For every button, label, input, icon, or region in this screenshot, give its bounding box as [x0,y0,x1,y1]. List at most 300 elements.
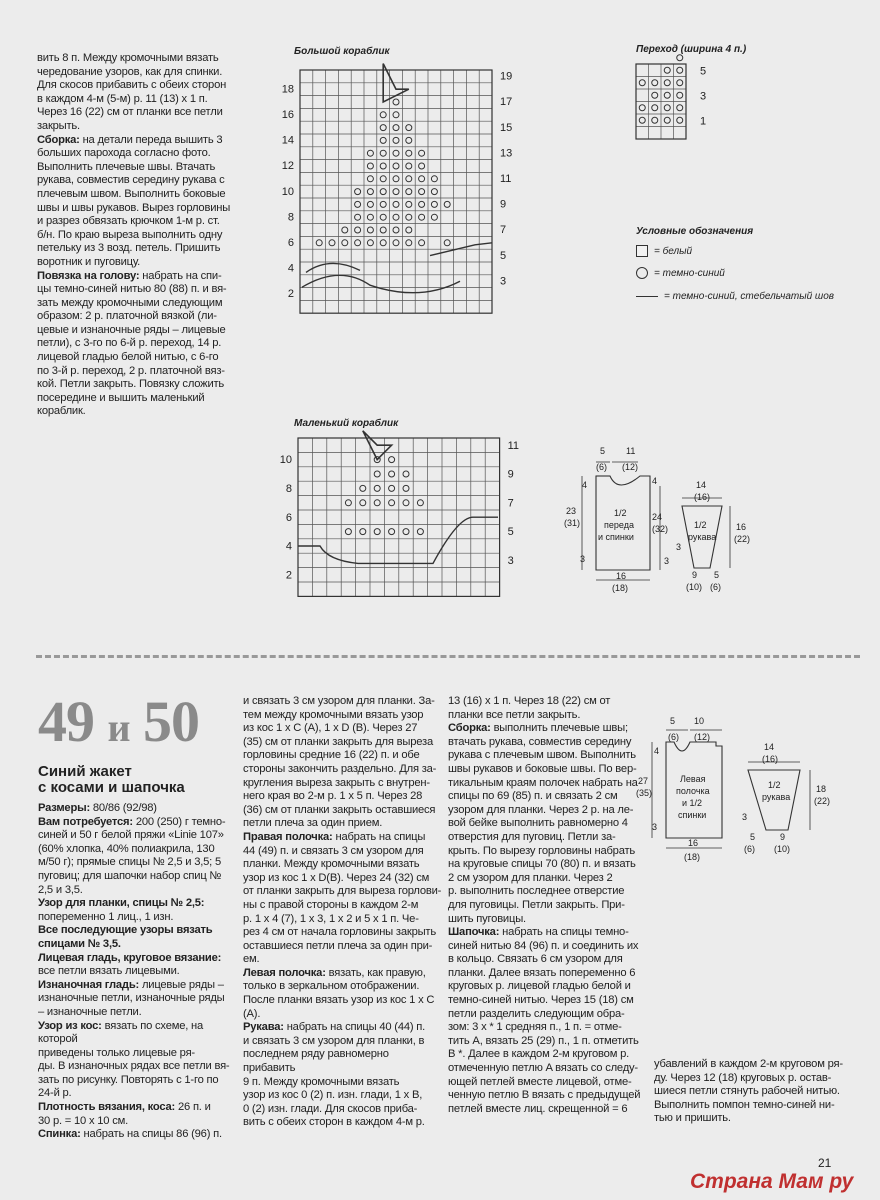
navy-stitch [677,67,683,73]
text-line: закрыть. [37,119,80,132]
section-divider [36,655,860,658]
navy-stitch [677,105,683,111]
text-fragment: петли плеча за один прием. [243,817,383,830]
text-line [448,845,648,859]
text-fragment: 80/86 (92/98) [89,802,157,814]
row-label: 4 [287,262,294,275]
text-line [448,1076,648,1090]
text-line [448,1089,648,1103]
text-line [243,1116,443,1130]
navy-stitch [664,117,670,123]
text-line [448,926,648,940]
schema-sleeve [670,480,780,595]
text-fragment: узор из кос 1 х D(B). Через 24 (32) см [243,871,430,884]
row-label: 9 [507,468,514,481]
text-fragment: последнем ряду равномерно прибавить [243,1048,389,1075]
big-ship-title: Большой кораблик [294,46,390,57]
text-fragment: рез 4 см от начала горловины закрыть [243,926,436,939]
navy-stitch [380,163,386,169]
dim-label: 4 [654,746,660,756]
dim-label: (18) [612,583,629,593]
text-line [243,817,443,831]
navy-stitch [393,201,399,207]
small-ship-chart [270,432,520,602]
text-line [243,763,443,777]
dim-label: 3 [742,812,748,822]
navy-stitch [652,117,658,123]
text-line [243,831,443,845]
text-fragment: рукава с плечевым швом. Выполнить [448,749,636,762]
text-line: Для скосов прибавить с обеих сторон [37,79,227,92]
text-line [448,804,648,818]
navy-stitch [374,485,380,491]
text-line: образом: 2 р. платочной вязкой (ли- [37,310,217,323]
navy-stitch [360,500,366,506]
column-d [654,1058,854,1126]
text-fragment: 2 см узором для планки. Через 2 [448,871,613,884]
dim-label: 18 [816,784,827,794]
navy-stitch [419,214,425,220]
dim-label: рукава [688,532,717,542]
text-line [448,872,648,886]
legend-stem-label: = темно-синий, стебельчатый шов [664,291,834,302]
navy-stitch [345,529,351,535]
navy-stitch [406,125,412,131]
text-line [38,952,233,966]
text-fragment: отмеченную петлю A вязать со следу- [448,1062,638,1075]
text-line: Выполнить помпон темно-синей ни- [654,1098,835,1111]
navy-stitch [664,67,670,73]
row-label: 10 [279,454,292,467]
row-label: 12 [281,160,294,173]
text-fragment: синей и 50 г белой пряжи «Linie 107» [38,829,224,842]
text-line: лицевой гладью белой нитью, с 6-го [37,351,219,364]
dim-label: (16) [762,754,779,764]
dim-label: рукава [762,792,791,802]
text-line [243,994,443,1008]
top-left-text [37,52,262,419]
model-number [38,689,200,758]
text-line: вить 8 п. Между кромочными вязать [37,52,219,64]
text-line [448,980,648,994]
section-label: Плотность вязания, коса: [38,1101,176,1114]
dim-label: 24 [652,512,663,522]
text-line: убавлений в каждом 2-м круговом ря- [654,1058,843,1070]
legend [636,226,836,302]
navy-stitch [406,150,412,156]
text-fragment: него края во 2-м р. 1 х 5 п. Через 28 [243,790,423,803]
text-line: цы темно-синей нитью 80 (88) п. и вя- [37,283,227,296]
row-label: 1 [700,115,707,128]
dim-label: и 1/2 [682,798,703,808]
section-label: Правая полочка: [243,830,333,843]
dim-label: (6) [596,462,607,472]
text-line [38,1006,233,1020]
dim-label: 9 [692,570,698,580]
dim-label: Левая [680,774,706,784]
navy-stitch [367,150,373,156]
text-line [243,1035,443,1049]
row-label: 2 [287,288,294,301]
white-square-icon [636,245,648,257]
row-label: 11 [500,173,512,185]
text-line: больших парохода согласно фото. [37,147,211,160]
legend-title: Условные обозначения [636,226,754,237]
navy-stitch [393,189,399,195]
text-line: набрать на спи- [139,269,222,282]
section-label: Шапочка: [448,926,500,939]
text-line [243,777,443,791]
navy-stitch [403,529,409,535]
text-line [243,872,443,886]
text-line [38,938,233,952]
navy-stitch [406,227,412,233]
section-label: спицами № 3,5. [38,937,121,950]
navy-stitch [664,92,670,98]
dim-label: и спинки [598,532,634,542]
text-line [243,804,443,818]
text-fragment: изнаночные петли, изнаночные ряды [38,992,225,1005]
text-line [448,749,648,763]
text-line: рукава, совместив середину рукава с [37,174,225,187]
text-line [38,911,233,925]
text-fragment: тикальным краям полочек набрать на [448,776,638,789]
text-line: петельку из 3 возд. петель. Пришить [37,242,221,255]
dim-label: 10 [694,716,705,726]
text-fragment: набрать на спицы [332,830,426,843]
text-line: швы и швы рукавов. Вырез горловины [37,201,231,214]
dim-label: 3 [664,556,670,566]
dim-label: 1/2 [694,520,707,530]
small-ship-title: Маленький кораблик [294,418,399,429]
text-line [448,709,648,723]
row-label: 3 [500,275,507,288]
row-label: 13 [500,147,513,160]
dim-label: 5 [670,716,676,726]
navy-stitch [374,471,380,477]
navy-stitch [355,240,361,246]
text-fragment: планки. Между кромочными вязать [243,858,420,871]
navy-stitch [664,80,670,86]
text-line [448,817,648,831]
text-line [38,1060,233,1074]
legend-white [636,245,836,257]
row-label: 7 [500,224,507,237]
text-fragment: вой бейке выполнить равномерно 4 [448,817,628,830]
text-fragment: (A). [243,1007,261,1020]
headband-paragraph [37,270,262,284]
text-line: кораблик. [37,405,86,418]
navy-stitch [652,92,658,98]
dim-label: (6) [668,732,679,742]
text-line [38,1101,233,1115]
row-label: 11 [507,439,520,452]
text-fragment: набрать на спицы темно- [499,926,629,939]
navy-stitch [393,214,399,220]
row-label: 8 [285,483,292,495]
text-line: зать между кромочными следующим [37,296,223,309]
text-line [38,897,233,911]
legend-navy [636,267,836,279]
dim-label: 23 [566,506,577,516]
dim-label: 3 [652,822,658,832]
text-line: по 3-й р. переход, 2 р. платочной вяз- [37,364,225,377]
navy-stitch [403,471,409,477]
schema-front-back [560,440,680,600]
text-line [243,790,443,804]
section-label: Сборка: [448,722,491,735]
text-fragment: зать по рисунку. Повторять с 1-го по [38,1073,219,1086]
navy-stitch [380,201,386,207]
schema-left-front [632,712,742,872]
navy-stitch [367,214,373,220]
navy-stitch [403,485,409,491]
navy-stitch [345,500,351,506]
column-c [448,695,648,1116]
navy-stitch [393,163,399,169]
row-label: 16 [281,109,294,121]
text-line [243,940,443,954]
navy-stitch [639,80,645,86]
text-fragment: тем между кромочными вязать узор [243,708,424,721]
text-line [38,1074,233,1088]
text-line [38,816,233,830]
text-line: Через 16 (22) см от планки все петли [37,106,223,119]
text-fragment: в кольцо. Связать 6 см узором для [448,953,623,966]
text-line: петли), с 3-го по 6-й р. переход, 14 р. [37,337,222,350]
dim-label: 5 [714,570,720,580]
navy-stitch [403,500,409,506]
row-label: 4 [285,540,292,553]
text-fragment: ды. В изнаночных рядах все петли вя- [38,1060,230,1073]
text-fragment: 13 (16) х 1 п. Через 18 (22) см от [448,695,611,707]
text-fragment: кругления выреза закрыть с внутрен- [243,776,430,789]
article-title [38,764,185,796]
dim-label: 16 [616,571,627,581]
navy-stitch [380,125,386,131]
navy-stitch [652,105,658,111]
text-fragment: круговых р. лицевой гладью белой и [448,980,631,993]
section-label: Рукава: [243,1021,284,1034]
text-fragment: выполнить плечевые швы; [490,722,628,735]
text-line [448,913,648,927]
navy-stitch [406,201,412,207]
row-label: 3 [507,555,514,567]
text-line [448,1035,648,1049]
text-line: ду. Через 12 (18) круговых р. остав- [654,1071,832,1084]
text-fragment: зом: 3 х * 1 средняя п., 1 п. = отме- [448,1021,622,1034]
text-line [243,1076,443,1090]
text-fragment: вить с обеих сторон в каждом 4-м р. [243,1116,425,1129]
dim-label: (6) [744,844,755,854]
row-label: 8 [287,211,294,224]
text-line [38,924,233,938]
navy-stitch [652,80,658,86]
text-fragment: набрать на спицы 86 (96) п. [80,1128,222,1141]
dim-label: 4 [582,480,588,490]
dim-label: (35) [636,788,653,798]
navy-stitch [367,176,373,182]
text-line [38,802,233,816]
text-fragment: р. выполнить последнее отверстие [448,885,625,898]
dim-label: (22) [814,796,831,806]
legend-white-label: = белый [654,245,693,257]
navy-stitch [389,457,395,463]
text-line: тью и пришить. [654,1112,731,1125]
navy-stitch [380,150,386,156]
navy-stitch [677,92,683,98]
navy-stitch [639,117,645,123]
section-label: Вам потребуется: [38,815,133,828]
text-fragment: м/50 г); прямые спицы № 2,5 и 3,5; 5 [38,856,222,869]
text-line [448,940,648,954]
text-fragment: 200 (250) г темно- [132,815,226,828]
text-line [38,1087,233,1101]
text-fragment: и связать 3 см узором для планки, в [243,1034,425,1047]
text-fragment: лицевые ряды – [139,978,224,991]
text-line: Выполнить плечевые швы. Втачать [37,160,216,173]
dim-label: (18) [684,852,701,862]
text-line [243,1048,443,1075]
dim-label: полочка [676,786,710,796]
row-label: 3 [700,90,707,103]
navy-stitch [406,214,412,220]
row-label: 10 [281,185,294,198]
navy-stitch [393,240,399,246]
text-line [448,1062,648,1076]
dim-label: 9 [780,832,786,842]
text-line [243,695,443,709]
text-line: цевые и изнаночные ряды – лицевые [37,323,226,336]
text-fragment: планки. Далее вязать попеременно 6 [448,966,636,979]
text-line [243,967,443,981]
schema-sleeve-2 [738,740,848,865]
model-number-and: и [107,705,130,750]
text-line [38,856,233,870]
text-line [448,994,648,1008]
legend-stem [636,291,836,302]
text-fragment: 2,5 и 3,5. [38,883,83,896]
navy-stitch [367,201,373,207]
text-line [243,1021,443,1035]
dim-label: (12) [694,732,711,742]
navy-stitch [367,189,373,195]
text-line: воротник и пуговицу. [37,255,141,268]
watermark: Страна Мам ру [690,1170,854,1193]
navy-stitch [431,189,437,195]
text-line [243,845,443,859]
dim-label: 5 [750,832,756,842]
text-line: посередине и вышить маленький [37,391,205,404]
text-line: кой. Петли закрыть. Повязку сложить [37,378,225,391]
text-fragment: от планки закрыть для выреза горлови- [243,885,442,898]
text-fragment: и связать 3 см узором для планки. За- [243,695,435,707]
text-fragment: приведены только лицевые ря- [38,1046,195,1059]
section-label: Лицевая гладь, круговое вязание: [38,951,222,964]
dim-label: 3 [676,542,682,552]
navy-stitch [406,163,412,169]
text-fragment: узором для планки. Через 2 р. на ле- [448,803,634,816]
text-line [448,967,648,981]
text-line [448,899,648,913]
text-fragment: крыть. По вырезу горловины набрать [448,844,636,857]
navy-stitch [380,189,386,195]
navy-stitch [355,214,361,220]
text-fragment: 30 р. = 10 х 10 см. [38,1114,129,1127]
text-fragment: планки все петли закрыть. [448,708,581,721]
text-fragment: петли разделить следующим обра- [448,1007,625,1020]
big-ship-chart [270,60,513,320]
navy-stitch [374,500,380,506]
text-line [448,763,648,777]
navy-stitch [393,99,399,105]
navy-stitch [389,485,395,491]
section-label: Размеры: [38,802,90,814]
text-fragment: для пуговицы. Петли закрыть. При- [448,898,625,911]
text-fragment: B *. Далее в каждом 2-м круговом р. [448,1048,630,1061]
text-fragment: вязать по схеме, на которой [38,1019,204,1046]
navy-stitch [406,137,412,143]
text-line: чередование узоров, как для спинки. [37,65,223,78]
row-label: 2 [285,569,292,582]
text-fragment: из кос 1 х C (A), 1 х D (B). Через 27 [243,722,418,735]
navy-stitch [380,176,386,182]
text-line [38,1115,233,1129]
text-line [243,980,443,994]
navy-stitch [393,150,399,156]
navy-stitch [639,105,645,111]
text-line [38,992,233,1006]
navy-stitch [355,189,361,195]
dim-label: (16) [694,492,711,502]
text-fragment: пуговиц; для шапочки набор спиц № [38,869,222,882]
navy-stitch [444,240,450,246]
navy-stitch [360,485,366,491]
dim-label: 5 [600,446,606,456]
section-label: Узор для планки, спицы № 2,5: [38,897,205,910]
navy-stitch [367,163,373,169]
text-line [448,1103,648,1117]
navy-stitch [393,137,399,143]
text-line [243,736,443,750]
text-fragment: спицы по 69 (85) п. и связать 2 см [448,790,618,803]
navy-stitch [393,176,399,182]
text-line [243,709,443,723]
text-fragment: ющей петлей вместе лицевой, отме- [448,1075,632,1088]
navy-stitch [389,500,395,506]
text-line [38,1128,233,1142]
text-fragment: (36) см от планки закрыть оставшиеся [243,803,436,816]
text-line [243,913,443,927]
row-label: 5 [700,65,707,78]
navy-stitch [444,201,450,207]
assembly-label: Сборка: [37,133,80,146]
dim-label: 14 [764,742,775,752]
text-line: в каждом 4-м (5-м) р. 11 (13) х 1 п. [37,92,208,105]
assembly-paragraph [37,134,262,148]
text-fragment: После планки вязать узор из кос 1 х C [243,994,435,1007]
navy-circle-icon [636,267,648,279]
dim-label: 16 [736,522,747,532]
text-fragment: 24-й р. [38,1087,72,1100]
column-b [243,695,443,1130]
text-line: шиеся петли стянуть рабочей нитью. [654,1085,840,1098]
navy-stitch [374,529,380,535]
text-fragment: 44 (49) п. и связать 3 см узором для [243,844,424,857]
row-label: 5 [507,526,514,539]
text-line [448,790,648,804]
text-line [38,884,233,898]
